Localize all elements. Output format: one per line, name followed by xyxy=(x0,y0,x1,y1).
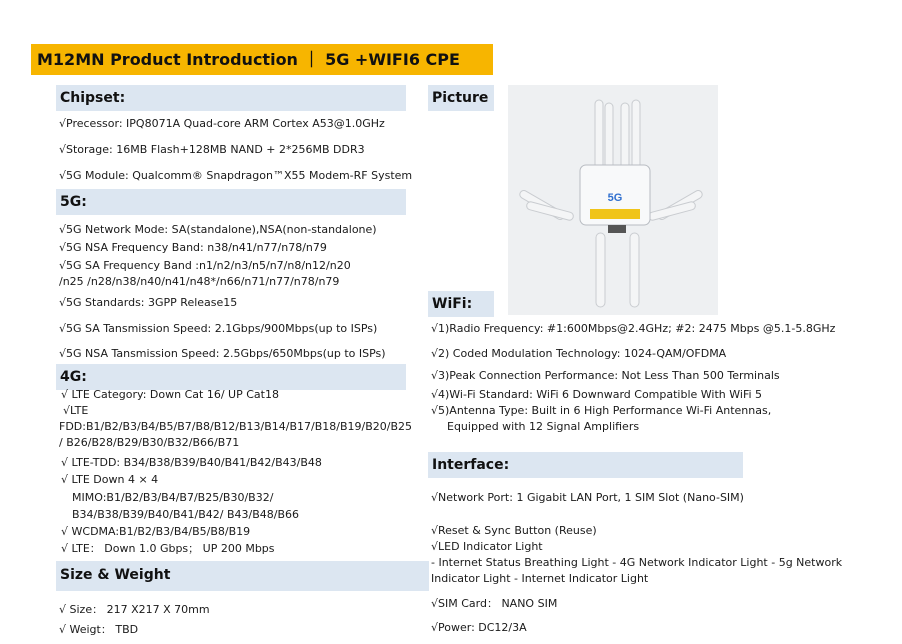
chipset-processor: √Precessor: IPQ8071A Quad-core ARM Cortex A53@1.0GHz xyxy=(59,117,385,130)
antenna-top-3 xyxy=(621,103,629,172)
interface-network-port: √Network Port: 1 Gigabit LAN Port, 1 SIM Slot (Nano-SIM) xyxy=(431,491,744,504)
chipset-storage: √Storage: 16MB Flash+128MB NAND + 2*256MB DDR3 xyxy=(59,143,365,156)
router-5g-label: 5G xyxy=(607,192,623,204)
interface-heading: Interface: xyxy=(428,452,743,478)
5g-sa-speed: √5G SA Tansmission Speed: 2.1Gbps/900Mbps(up to ISPs) xyxy=(59,322,378,335)
product-image xyxy=(508,85,718,315)
antenna-bottom-1 xyxy=(596,233,605,307)
cpe-router-illustration xyxy=(508,85,718,315)
chipset-5g-module: √5G Module: Qualcomm® Snapdragon™X55 Modem-RF System xyxy=(59,169,413,182)
antenna-right-2 xyxy=(648,201,696,221)
4g-tdd-bands: √ LTE-TDD: B34/B38/B39/B40/B41/B42/B43/B48 xyxy=(61,456,322,469)
antenna-top-2 xyxy=(605,103,613,172)
4g-fdd-bands-cont: / B26/B28/B29/B30/B32/B66/B71 xyxy=(59,436,240,449)
warning-label xyxy=(590,209,640,219)
weight-value: √ Weigt： TBD xyxy=(59,623,139,636)
4g-mimo-bands: MIMO:B1/B2/B3/B4/B7/B25/B30/B32/ xyxy=(72,491,274,504)
5g-nsa-speed: √5G NSA Tansmission Speed: 2.5Gbps/650Mbps(up to ISPs) xyxy=(59,347,386,360)
4g-mimo-bands-cont: B34/B38/B39/B40/B41/B42/ B43/B48/B66 xyxy=(72,508,300,521)
4g-lte-category: √ LTE Category: Down Cat 16/ UP Cat18 xyxy=(61,388,279,401)
size-weight-heading: Size & Weight xyxy=(56,561,429,591)
5g-standards: √5G Standards: 3GPP Release15 xyxy=(59,296,238,309)
4g-lte-speed: √ LTE： Down 1.0 Gbps； UP 200 Mbps xyxy=(61,542,275,555)
4g-lte-label: √LTE xyxy=(63,404,89,417)
interface-reset-button: √Reset & Sync Button (Reuse) xyxy=(431,524,597,537)
chipset-heading: Chipset: xyxy=(56,85,406,111)
5g-sa-band-cont: /n25 /n28/n38/n40/n41/n48*/n66/n71/n77/n78/n79 xyxy=(59,275,340,288)
4g-heading: 4G: xyxy=(56,364,406,390)
wifi-antenna-type: √5)Antenna Type: Built in 6 High Performance Wi-Fi Antennas, xyxy=(431,404,772,417)
wifi-peak-connection: √3)Peak Connection Performance: Not Less Than 500 Terminals xyxy=(431,369,780,382)
antenna-left-2 xyxy=(526,201,574,221)
wifi-standard: √4)Wi-Fi Standard: WiFi 6 Downward Compatible With WiFi 5 xyxy=(431,388,763,401)
4g-fdd-bands: FDD:B1/B2/B3/B4/B5/B7/B8/B12/B13/B14/B17/B18/B19/B20/B25 xyxy=(59,420,413,433)
5g-network-mode: √5G Network Mode: SA(standalone),NSA(non-standalone) xyxy=(59,223,377,236)
5g-nsa-band: √5G NSA Frequency Band: n38/n41/n77/n78/n79 xyxy=(59,241,327,254)
5g-sa-band: √5G SA Frequency Band :n1/n2/n3/n5/n7/n8/n12/n20 xyxy=(59,259,351,272)
wifi-heading: WiFi: xyxy=(428,291,494,317)
picture-heading: Picture xyxy=(428,85,494,111)
antenna-top-4 xyxy=(632,100,640,172)
wifi-antenna-type-cont: Equipped with 12 Signal Amplifiers xyxy=(447,420,640,433)
size-value: √ Size： 217 X217 X 70mm xyxy=(59,603,210,616)
page-title: M12MN Product Introduction ｜ 5G +WIFI6 CPE xyxy=(31,44,493,75)
router-connector xyxy=(608,225,626,233)
interface-led: √LED Indicator Light xyxy=(431,540,543,553)
interface-power: √Power: DC12/3A xyxy=(431,621,527,634)
interface-led-detail: - Internet Status Breathing Light - 4G Network Indicator Light - 5g Network xyxy=(431,556,843,569)
wifi-modulation: √2) Coded Modulation Technology: 1024-QAM/OFDMA xyxy=(431,347,727,360)
4g-wcdma: √ WCDMA:B1/B2/B3/B4/B5/B8/B19 xyxy=(61,525,251,538)
4g-mimo-label: √ LTE Down 4 × 4 xyxy=(61,473,159,486)
antenna-bottom-2 xyxy=(630,233,639,307)
antenna-top-1 xyxy=(595,100,603,172)
wifi-radio-frequency: √1)Radio Frequency: #1:600Mbps@2.4GHz; #2: 2475 Mbps @5.1-5.8GHz xyxy=(431,322,836,335)
interface-sim-card: √SIM Card： NANO SIM xyxy=(431,597,558,610)
interface-led-detail-cont: Indicator Light - Internet Indicator Light xyxy=(431,572,649,585)
5g-heading: 5G: xyxy=(56,189,406,215)
